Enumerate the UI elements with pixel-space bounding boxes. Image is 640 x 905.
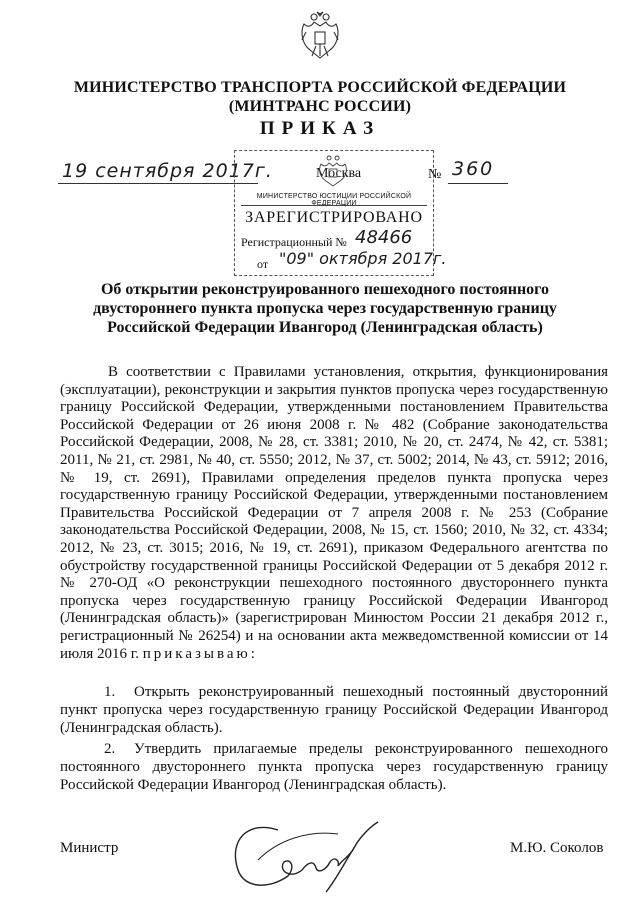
- stamp-reg-label: Регистрационный №: [241, 235, 347, 249]
- ministry-name: МИНИСТЕРСТВО ТРАНСПОРТА РОССИЙСКОЙ ФЕДЕРАЦИИ: [73, 79, 567, 96]
- order-date-handwritten: 19 сентября 2017г.: [62, 160, 273, 182]
- order-item: [60, 740, 608, 794]
- ministry-header: [60, 78, 580, 116]
- registration-stamp: [234, 150, 447, 276]
- order-item-number: 2.: [104, 741, 116, 757]
- stamp-ministry-of-justice: МИНИСТЕРСТВО ЮСТИЦИИ РОССИЙСКОЙ ФЕДЕРАЦИИ: [256, 193, 412, 207]
- order-item-text: Утвердить прилагаемые пределы реконструированного пешеходного постоянного двустороннего пункта пропуска через государственную границу Российской Федерации Ивангород (Ленинградская область).: [60, 741, 608, 793]
- signatory-position: Министр: [60, 840, 119, 856]
- stamp-reg-number: 48466: [355, 227, 413, 248]
- preamble-order-word: приказываю:: [142, 645, 258, 662]
- date-underline: [58, 183, 258, 184]
- preamble-paragraph: [60, 364, 608, 663]
- order-number-label: №: [428, 167, 442, 182]
- signatory-name: М.Ю. Соколов: [510, 840, 604, 856]
- stamp-registered-title: ЗАРЕГИСТРИРОВАНО: [245, 209, 423, 226]
- order-number-handwritten: 360: [452, 158, 495, 180]
- document-type: ПРИКАЗ: [259, 118, 381, 139]
- order-item-text: Открыть реконструированный пешеходный постоянный двусторонний пункт пропуска через государственную границу Российской Федерации Ивангород (Ленинградская область).: [60, 684, 608, 736]
- coat-of-arms-icon: [296, 10, 344, 64]
- stamp-divider: [241, 205, 427, 206]
- order-item-number: 1.: [104, 684, 116, 700]
- order-city: Москва: [316, 166, 362, 181]
- stamp-date-handwritten: "09" октября 2017г.: [279, 249, 447, 268]
- stamp-date-label: от: [257, 257, 269, 271]
- preamble-text: В соответствии с Правилами установления, открытия, функционирования (эксплуатации), реконструкции и закрытия пунктов пропуска через государственную границу Российской Федерации, утвержденными постановлением Правительства Российской Федерации от 26 июня 2008 г. № 482 (Собрание законодательства Российской Федерации, 2008, № 28, ст. 3381; 2010, № 20, ст. 2474, № 42, ст. 5381; 2011, № 21, ст. 2981, № 40, ст. 5550; 2012, № 37, ст. 5002; 2014, № 43, ст. 5912; 2016, № 19, ст. 2691), Правилами определения пределов пункта пропуска через государственную границу Российской Федерации, утвержденными постановлением Правительства Российской Федерации от 7 апреля 2008 г. № 253 (Собрание законодательства Российской Федерации, 2008, № 15, ст. 1560; 2010, № 32, ст. 4334; 2012, № 23, ст. 3015; 2016, № 19, ст. 2691), приказом Федерального агентства по обустройству государственной границы Российской Федерации от 5 декабря 2012 г. № 270-ОД «О реконструкции пешеходного постоянного двустороннего пункта пропуска через государственную границу Российской Федерации Ивангород (Ленинградская область)» (зарегистрирован Минюстом России 21 декабря 2012 г., регистрационный № 26254) и на основании акта межведомственной комиссии от 14 июля 2016 г.: [60, 364, 608, 662]
- order-title: Об открытии реконструированного пешеходного постоянного двустороннего пункта пропуска через государственную границу Российской Федерации Ивангород (Ленинградская область): [93, 281, 557, 336]
- stamp-coat-of-arms-icon: [315, 155, 351, 189]
- order-item: [60, 683, 608, 737]
- handwritten-signature: [218, 800, 388, 896]
- ministry-short-name: (МИНТРАНС РОССИИ): [228, 98, 412, 115]
- number-underline: [448, 183, 508, 184]
